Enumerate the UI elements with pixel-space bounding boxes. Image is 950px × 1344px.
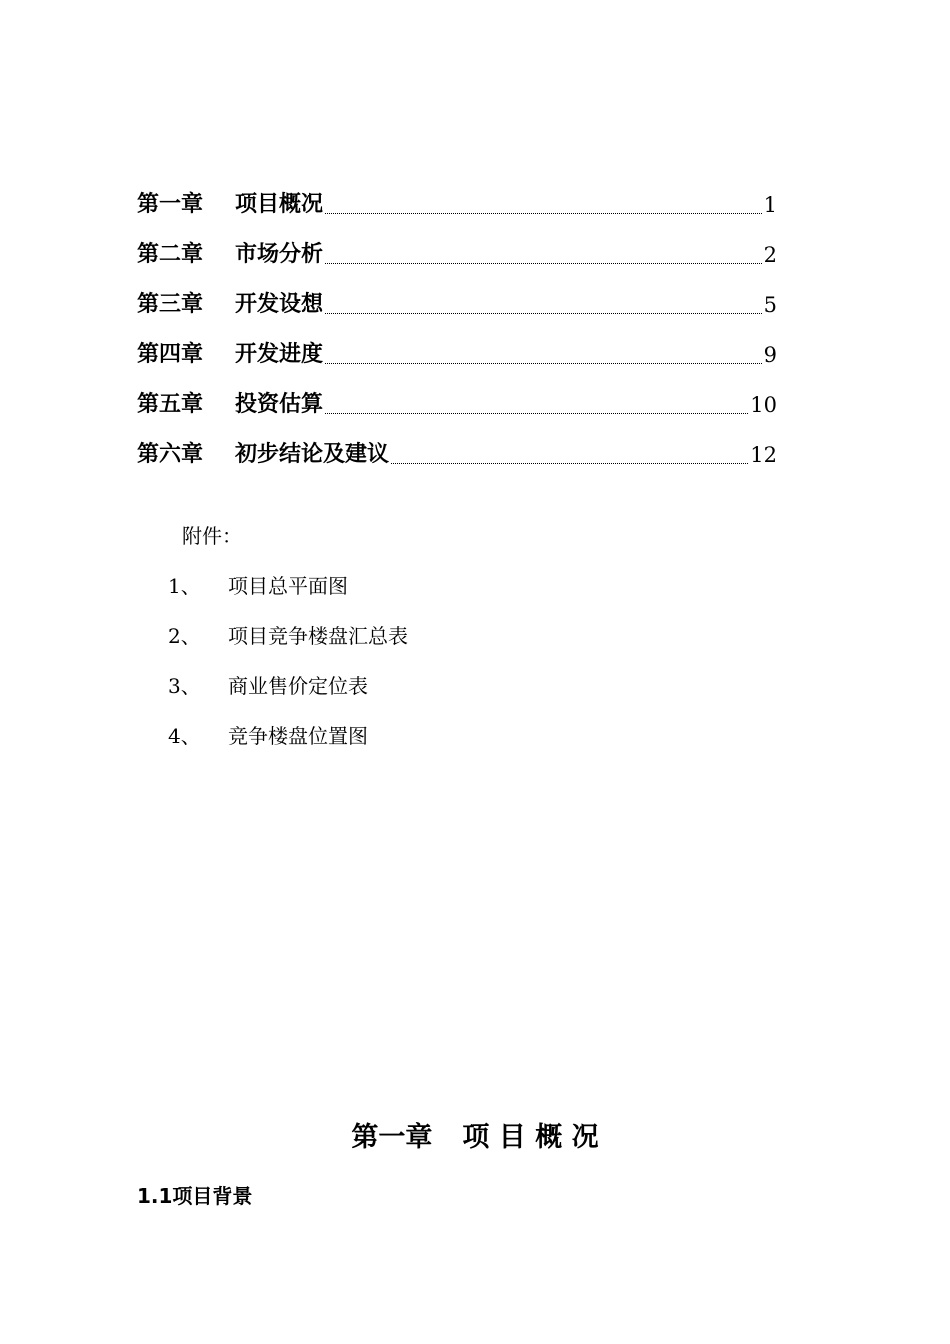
toc-page-number: 1 — [763, 193, 777, 217]
toc-page-number: 5 — [763, 293, 777, 317]
toc-page-number: 12 — [750, 443, 777, 467]
toc-leader-dots — [391, 462, 748, 464]
attachments-title: 附件： — [182, 524, 242, 548]
toc-title: 投资估算 — [235, 392, 324, 417]
toc-chapter-label: 第六章 — [137, 442, 204, 467]
toc-entry-5[interactable] — [137, 370, 777, 420]
toc-entry-3[interactable] — [137, 270, 777, 320]
attachment-number: 2、 — [168, 624, 201, 648]
attachment-text: 竞争楼盘位置图 — [228, 724, 368, 748]
toc-leader-dots — [325, 262, 762, 264]
toc-chapter-label: 第五章 — [137, 392, 204, 417]
toc-leader-dots — [325, 312, 762, 314]
attachment-item — [168, 620, 408, 652]
attachment-item — [168, 570, 348, 602]
attachment-number: 4、 — [168, 724, 201, 748]
toc-leader-dots — [325, 362, 762, 364]
chapter-heading-label: 第一章 — [351, 1122, 433, 1153]
toc-entry-1[interactable] — [137, 170, 777, 220]
section-heading: 1.1项目背景 — [137, 1184, 253, 1208]
toc-entry-2[interactable] — [137, 220, 777, 270]
toc-page-number: 10 — [750, 393, 777, 417]
toc-page-number: 2 — [763, 243, 777, 267]
attachment-item — [168, 670, 368, 702]
toc-leader-dots — [325, 412, 748, 414]
toc-chapter-label: 第三章 — [137, 292, 204, 317]
toc-chapter-label: 第一章 — [137, 192, 204, 217]
toc-title: 开发设想 — [235, 292, 324, 317]
toc-chapter-label: 第四章 — [137, 342, 204, 367]
toc-title: 开发进度 — [235, 342, 324, 367]
toc-page-number: 9 — [763, 343, 777, 367]
chapter-heading — [0, 1118, 950, 1158]
toc-title: 市场分析 — [235, 242, 324, 267]
attachment-number: 3、 — [168, 674, 201, 698]
toc-leader-dots — [325, 212, 762, 214]
chapter-heading-title: 项 目 概 况 — [462, 1122, 599, 1153]
attachment-text: 项目竞争楼盘汇总表 — [228, 624, 408, 648]
toc-entry-6[interactable] — [137, 420, 777, 470]
attachment-text: 项目总平面图 — [228, 574, 348, 598]
table-of-contents — [137, 170, 777, 470]
toc-chapter-label: 第二章 — [137, 242, 204, 267]
attachment-item — [168, 720, 368, 752]
toc-title: 项目概况 — [235, 192, 324, 217]
toc-title: 初步结论及建议 — [235, 442, 390, 467]
toc-entry-4[interactable] — [137, 320, 777, 370]
attachment-text: 商业售价定位表 — [228, 674, 368, 698]
attachment-number: 1、 — [168, 574, 201, 598]
